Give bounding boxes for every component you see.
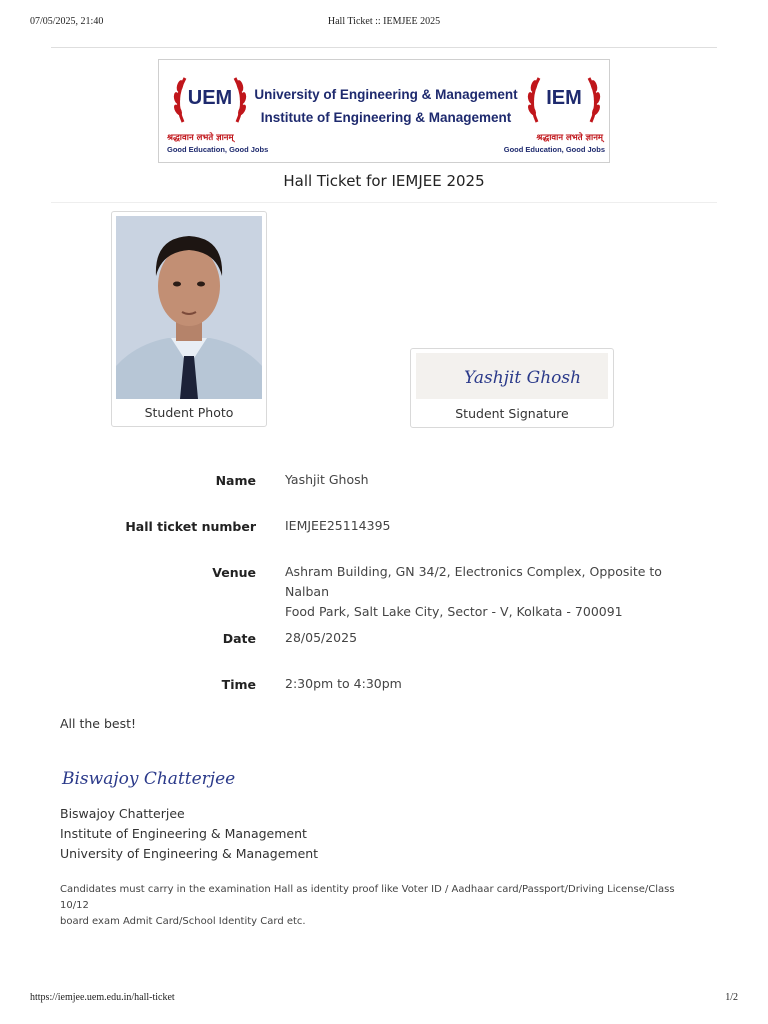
student-signature bbox=[416, 353, 608, 399]
svg-text:UEM: UEM bbox=[187, 87, 233, 109]
motto-left: श्रद्धावान लभते ज्ञानम् bbox=[167, 133, 234, 143]
print-url: https://iemjee.uem.edu.in/hall-ticket bbox=[30, 992, 175, 1003]
student-signature-card bbox=[410, 348, 614, 428]
print-footer bbox=[30, 992, 738, 1006]
signoff-block bbox=[60, 804, 318, 864]
student-photo bbox=[116, 216, 262, 399]
svg-text:Biswajoy Chatterjee: Biswajoy Chatterjee bbox=[62, 769, 236, 789]
print-page-title: Hall Ticket :: IEMJEE 2025 bbox=[327, 16, 441, 27]
venue-value bbox=[285, 562, 705, 622]
signatory-org-2: University of Engineering & Management bbox=[60, 846, 319, 861]
note-line-1: Candidates must carry in the examination Hall as identity proof like Voter ID / Aadhaar card/Passport/Driving License/Class 10/12 bbox=[60, 884, 675, 911]
hall-ticket-label: Hall ticket number bbox=[125, 519, 256, 534]
identity-proof-note bbox=[60, 882, 700, 930]
name-label: Name bbox=[215, 473, 256, 488]
iem-logo bbox=[523, 64, 605, 132]
time-label: Time bbox=[221, 677, 256, 692]
print-page-number: 1/2 bbox=[725, 992, 738, 1003]
venue-line-2: Food Park, Salt Lake City, Sector - V, Kolkata - 700091 bbox=[285, 604, 623, 619]
uem-logo bbox=[169, 64, 251, 132]
date-label: Date bbox=[222, 631, 256, 646]
university-name: University of Engineering & Management bbox=[254, 87, 518, 102]
hall-ticket-value: IEMJEE25114395 bbox=[285, 518, 391, 533]
print-datetime: 07/05/2025, 21:40 bbox=[30, 16, 104, 27]
institute-name: Institute of Engineering & Management bbox=[260, 110, 512, 125]
signatory-name: Biswajoy Chatterjee bbox=[60, 806, 185, 821]
venue-line-1: Ashram Building, GN 34/2, Electronics Complex, Opposite to Nalban bbox=[285, 564, 662, 599]
director-signature bbox=[58, 752, 258, 804]
note-line-2: board exam Admit Card/School Identity Card etc. bbox=[60, 916, 306, 927]
name-value: Yashjit Ghosh bbox=[285, 472, 369, 487]
svg-text:Yashjit Ghosh: Yashjit Ghosh bbox=[464, 368, 582, 388]
student-signature-caption: Student Signature bbox=[455, 406, 569, 421]
student-photo-card bbox=[111, 211, 267, 427]
page-title: Hall Ticket for IEMJEE 2025 bbox=[283, 172, 485, 190]
tagline-right: Good Education, Good Jobs bbox=[503, 145, 605, 154]
tagline-left: Good Education, Good Jobs bbox=[167, 145, 269, 154]
time-value: 2:30pm to 4:30pm bbox=[285, 676, 402, 691]
header-divider bbox=[51, 47, 717, 48]
date-value: 28/05/2025 bbox=[285, 630, 358, 645]
print-header bbox=[30, 16, 738, 30]
svg-text:IEM: IEM bbox=[546, 87, 582, 109]
signatory-org-1: Institute of Engineering & Management bbox=[60, 826, 307, 841]
motto-right: श्रद्धावान लभते ज्ञानम् bbox=[536, 133, 603, 143]
venue-label: Venue bbox=[212, 565, 256, 580]
student-photo-caption: Student Photo bbox=[144, 405, 234, 420]
institution-banner bbox=[158, 59, 610, 163]
title-divider bbox=[51, 202, 717, 203]
closing-text: All the best! bbox=[60, 716, 137, 731]
